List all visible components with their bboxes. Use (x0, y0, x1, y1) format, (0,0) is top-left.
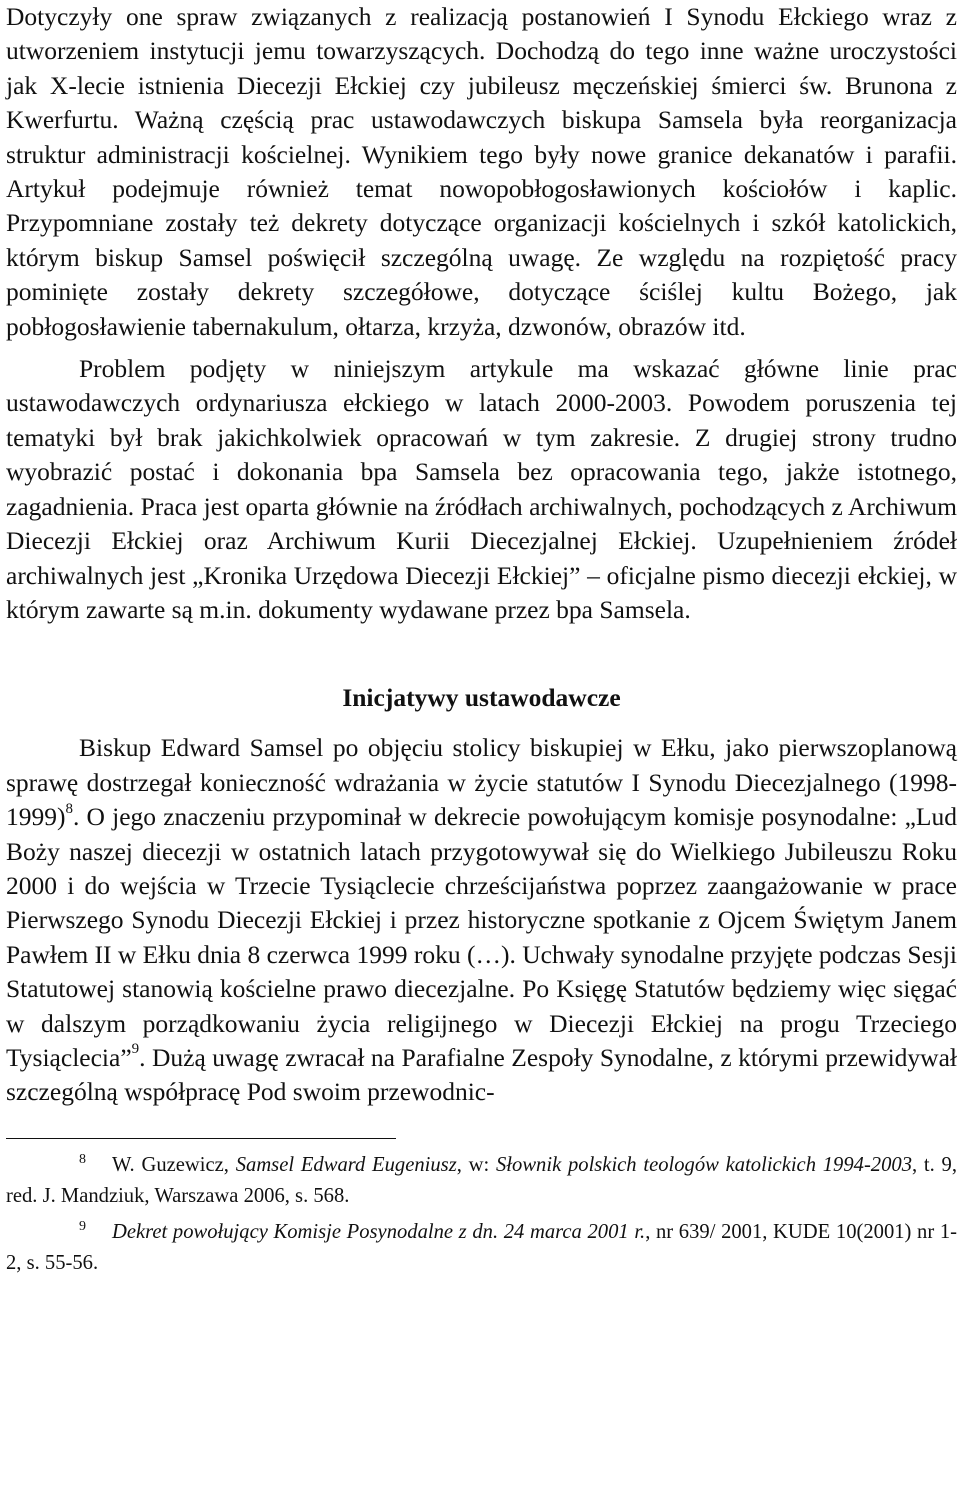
paragraph-3-part-2: . O jego znaczeniu przypominał w dekrecie powołującym komisje posynodalne: „Lud Boży naszej diecezji w ostatnich latach przygotowywał się do Wielkiego Jubileuszu Roku 2000 i do wejścia w Trzecie Tysiąclecie chrześcijaństwa poprzez zaangażowanie w prace Pierwszego Synodu Diecezji Ełckiej i przez historyczne spotkanie z Ojcem Świętym Janem Pawłem II w Ełku dnia 8 czerwca 1999 roku (…). Uchwały synodalne przyjęte podczas Sesji Statutowej stanowią kościelne prawo diecezjalne. Po Księgę Statutów będziemy więc sięgać w dalszym porządkowaniu życia religijnego w Diecezji Ełckiej na progu Trzeciego Tysiąclecia” (6, 802, 957, 1072)
footnote-ref-8: 8 (65, 800, 73, 817)
footnote-number: 9 (79, 1218, 86, 1234)
paragraph-1: Dotyczyły one spraw związanych z realizacją postanowień I Synodu Ełckiego wraz z utworzeniem instytucji jemu towarzyszących. Dochodzą do tego inne ważne uroczystości jak X-lecie istnienia Diecezji Ełckiej czy jubileusz męczeńskiej śmierci św. Brunona z Kwerfurtu. Ważną częścią prac ustawodawczych biskupa Samsela była reorganizacja struktur administracji kościelnej. Wynikiem tego były nowe granice dekanatów i parafii. Artykuł podejmuje również temat nowopobłogosławionych kościołów i kaplic. Przypomniane zostały też dekrety dotyczące organizacji kościelnych i szkół katolickich, którym biskup Samsel poświęcił szczególną uwagę. Ze względu na rozpiętość pracy pominięte zostały dekrety szczegółowe, dotyczące ściślej kultu Bożego, jak pobłogosławienie tabernakulum, ołtarza, krzyża, dzwonów, obrazów itd. (6, 2, 957, 341)
footnotes (6, 1151, 957, 1279)
footnote-connector: , w: (456, 1153, 496, 1176)
footnote-separator (6, 1138, 396, 1139)
footnote-9 (6, 1218, 957, 1279)
paragraph-3-part-1: Biskup Edward Samsel po objęciu stolicy biskupiej w Ełku, jako pierwszoplanową sprawę dostrzegał konieczność wdrażania w życie statutów I Synodu Diecezjalnego (1998-1999) (6, 733, 957, 832)
body-text (6, 0, 957, 1110)
page-content (6, 0, 957, 1285)
footnote-author: W. Guzewicz, (112, 1153, 236, 1176)
footnote-details: , t. 9, red. J. Mandziuk, Warszawa 2006, s. 568. (6, 1153, 958, 1208)
footnote-title: Samsel Edward Eugeniusz (235, 1153, 457, 1176)
footnote-number: 8 (79, 1151, 86, 1167)
footnote-ref-9: 9 (131, 1041, 140, 1058)
footnote-8 (6, 1151, 957, 1212)
footnote-source: Słownik polskich teologów katolickich 1994-2003 (496, 1153, 912, 1176)
paragraph-3 (6, 731, 957, 1109)
footnote-details: , nr 639/ 2001, KUDE 10(2001) nr 1-2, s. 55-56. (6, 1220, 957, 1275)
paragraph-3-part-3: . Dużą uwagę zwracał na Parafialne Zespoły Synodalne, z którymi przewidywał szczególną współpracę Pod swoim przewodnic- (6, 1042, 957, 1107)
section-heading: Inicjatywy ustawodawcze (342, 683, 621, 713)
paragraph-2: Problem podjęty w niniejszym artykule ma wskazać główne linie prac ustawodawczych ordynariusza ełckiego w latach 2000-2003. Powodem poruszenia tej tematyki był brak jakichkolwiek opracowań w tym zakresie. Z drugiej strony trudno wyobrazić postać i dokonania bpa Samsela bez opracowania tego, jakże istotnego, zagadnienia. Praca jest oparta głównie na źródłach archiwalnych, pochodzących z Archiwum Diecezji Ełckiej oraz Archiwum Kurii Diecezjalnej Ełckiej. Uzupełnieniem źródeł archiwalnych jest „Kronika Urzędowa Diecezji Ełckiej” – oficjalne pismo diecezji ełckiej, w którym zawarte są m.in. dokumenty wydawane przez bpa Samsela. (6, 354, 957, 624)
footnote-title: Dekret powołujący Komisje Posynodalne z dn. 24 marca 2001 r. (112, 1220, 646, 1243)
